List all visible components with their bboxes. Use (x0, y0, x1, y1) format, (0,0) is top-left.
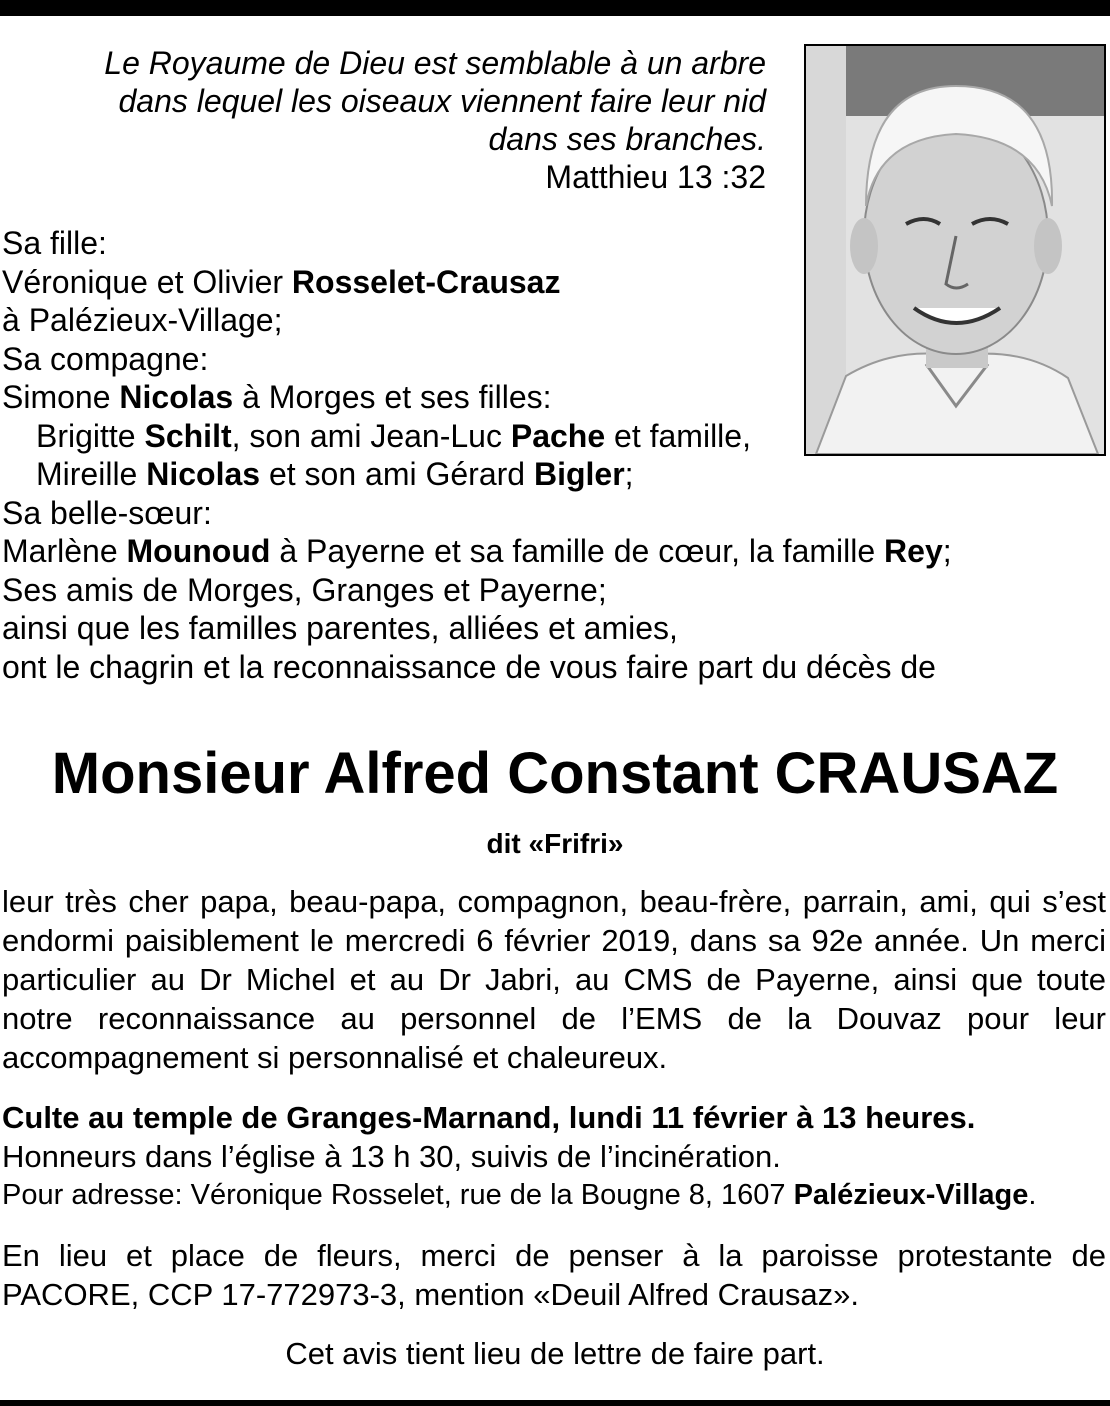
tribute-paragraph: leur très cher papa, beau-papa, compagnon, beau-frère, parrain, ami, qui s’est endormi paisiblement le mercredi 6 février 2019, dans sa 92e année. Un merci particulier au Dr Michel et au Dr Jabri, au CMS de Payerne, ainsi que toute notre reconnaissance au personnel de l’EMS de la Douvaz pour leur accompagnement si personnalisé et chaleureux. (2, 884, 1106, 1075)
sister-t2: à Payerne et sa famille de cœur, la famille (270, 533, 885, 569)
bigler-surname: Bigler (533, 456, 625, 492)
family-list (2, 224, 1102, 686)
friends-line: Ses amis de Morges, Granges et Payerne; (2, 571, 607, 608)
address-pre: Pour adresse: Véronique Rosselet, rue de la Bougne 8, 1607 (2, 1179, 794, 1211)
deceased-nickname: dit «Frifri» (486, 828, 624, 859)
brigitte-t1: Brigitte (36, 417, 145, 454)
bible-quote (40, 44, 766, 196)
announce-line: ont le chagrin et la reconnaissance de vous faire part du décès de (2, 648, 936, 685)
companion-surname: Nicolas (119, 379, 234, 415)
mireille-t3: ; (624, 456, 634, 492)
quote-reference: Matthieu 13 :32 (545, 159, 766, 195)
brigitte-t2: , son ami Jean-Luc (231, 417, 511, 454)
top-rule (0, 0, 1110, 16)
sister-label: Sa belle-sœur: (2, 494, 212, 531)
rey-surname: Rey (884, 533, 943, 569)
sister-t3: ; (942, 533, 952, 569)
quote-line-2: dans lequel les oiseaux viennent faire leur nid (118, 83, 766, 119)
brigitte-t3: et famille, (605, 417, 751, 454)
daughter-place: à Palézieux-Village; (2, 302, 283, 338)
companion-post: à Morges et ses filles: (233, 379, 552, 415)
daughter-label: Sa fille: (2, 225, 107, 261)
mounoud-surname: Mounoud (126, 533, 271, 569)
pache-surname: Pache (510, 417, 606, 454)
companion-pre: Simone (2, 379, 120, 415)
companion-label: Sa compagne: (2, 340, 209, 377)
service-line: Culte au temple de Granges-Marnand, lundi 11 février à 13 heures. (2, 1100, 976, 1135)
sister-t1: Marlène (2, 533, 127, 569)
families-line: ainsi que les familles parentes, alliées et amies, (2, 610, 678, 646)
mireille-line (2, 455, 1102, 494)
donation-paragraph: En lieu et place de fleurs, merci de penser à la paroisse protestante de PACORE, CCP 17-772973-3, mention «Deuil Alfred Crausaz». (2, 1238, 1106, 1312)
mireille-t1: Mireille (36, 456, 147, 492)
address-line (2, 1176, 1110, 1215)
bottom-rule (0, 1400, 1110, 1406)
honours-line: Honneurs dans l’église à 13 h 30, suivis de l’incinération. (2, 1139, 781, 1174)
daughter-line (2, 263, 1102, 302)
ceremony-info (2, 1098, 1110, 1215)
mireille-surname: Nicolas (146, 456, 261, 492)
daughter-pre: Véronique et Olivier (2, 263, 292, 300)
address-village: Palézieux-Village (793, 1179, 1029, 1211)
daughter-surname: Rosselet-Crausaz (291, 263, 561, 300)
address-post: . (1028, 1179, 1037, 1211)
brigitte-surname: Schilt (144, 417, 232, 454)
closing-line: Cet avis tient lieu de lettre de faire part. (285, 1336, 825, 1371)
quote-line-1: Le Royaume de Dieu est semblable à un arbre (104, 45, 766, 81)
brigitte-line (2, 417, 1102, 456)
sister-line (2, 532, 1102, 571)
deceased-name: Monsieur Alfred Constant CRAUSAZ (51, 741, 1059, 806)
quote-line-3: dans ses branches. (488, 121, 766, 157)
mireille-t2: et son ami Gérard (260, 456, 534, 492)
companion-line (2, 378, 1102, 417)
